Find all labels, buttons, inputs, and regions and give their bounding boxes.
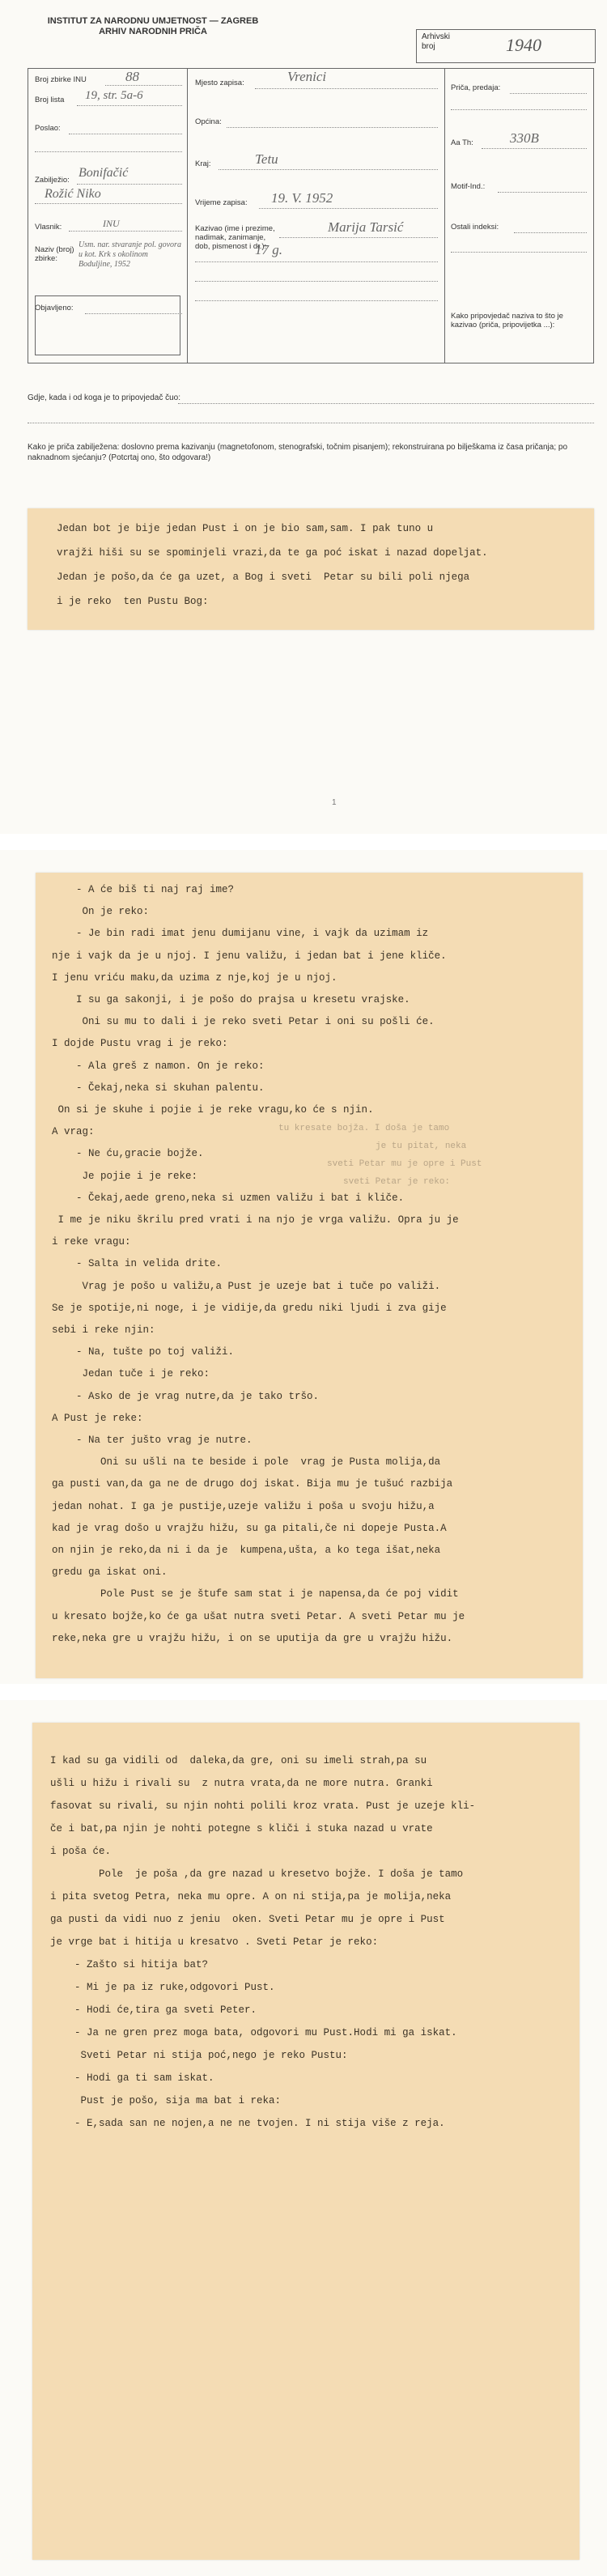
divider-left: [187, 69, 188, 363]
mjesto-label: Mjesto zapisa:: [195, 79, 244, 87]
typed-line: - Zašto si hitija bat?: [50, 1959, 209, 1970]
archive-label: Arhivski broj: [422, 32, 451, 51]
underline: [259, 208, 438, 209]
typed-line: - Hodi ga ti sam iskat.: [50, 2072, 214, 2084]
gdje-label: Gdje, kada i od koga je to pripovjedač čuo:: [28, 393, 181, 402]
typed-line: A vrag:: [52, 1126, 95, 1138]
underline: [195, 261, 438, 262]
typed-line: Oni su ušli na te beside i pole vrag je Pusta molija,da: [52, 1456, 441, 1469]
typed-line: - E,sada san ne nojen,a ne ne tvojen. I ni stija više z reja.: [50, 2118, 445, 2129]
kazivao-value-2: 17 g.: [255, 242, 282, 257]
broj-lista-label: Broj lista: [35, 96, 65, 104]
typed-line: A Pust je reke:: [52, 1412, 143, 1424]
typed-line: jedan nohat. I ga je pustije,uzeje valižu i poša u svoju hižu,a: [52, 1500, 435, 1512]
typed-line: Pole Pust se je štufe sam stat i je napensa,da će poj vidit: [52, 1588, 459, 1600]
motiv-label: Motif-Ind.:: [451, 182, 486, 191]
typed-line: On si je skuhe i pojie i je reke vragu,ko će s njin.: [52, 1104, 374, 1116]
slip-line-3: Jedan je pošo,da će ga uzet, a Bog i sveti Petar su bili poli njega: [57, 572, 470, 583]
typed-line: Oni su mu to dali i je reko sveti Petar i oni su pošli će.: [52, 1016, 435, 1028]
archive-number-box: [416, 29, 596, 63]
institute-line-2: ARHIV NARODNIH PRIČA: [99, 27, 207, 36]
ghost-line-1: tu kresate bojža. I doša je tamo: [278, 1124, 450, 1133]
typed-slip-3: [32, 1723, 579, 2560]
typed-line: če i bat,pa njin je nohti potegne s kliči i stuka nazad u vrate: [50, 1823, 433, 1834]
page-3: [0, 1700, 607, 2576]
typed-line: - Hodi će,tira ga sveti Peter.: [50, 2004, 257, 2016]
typed-line: - Na ter jušto vrag je nutre.: [52, 1435, 253, 1446]
typed-line: kad je vrag došo u vrajžu hižu, su ga pitali,če ni dopeje Pusta.A: [52, 1522, 447, 1534]
broj-zbirke-value: 88: [125, 69, 139, 84]
typed-line: sebi i reke njin:: [52, 1324, 155, 1336]
underline: [510, 93, 587, 94]
typed-line: fasovat su rivali, su njin nohti polili kroz vrata. Pust je uzeje kli-: [50, 1800, 476, 1812]
underline: [451, 109, 587, 110]
typed-line: Sveti Petar ni stija poć,nego je reko Pustu:: [50, 2050, 348, 2061]
naziv-value: Usm. nar. stvaranje pol. govora u kot. Krk s okolinom Boduljine, 1952: [79, 240, 181, 269]
zabiljezio-value-1: Bonifačić: [79, 166, 129, 180]
underline: [77, 105, 182, 106]
prica-label: Priča, predaja:: [451, 83, 501, 92]
institute-header: [28, 16, 278, 37]
typed-line: je vrge bat i hitija u kresatvo . Sveti Petar je reko:: [50, 1936, 379, 1948]
underline: [195, 300, 438, 301]
underline: [35, 151, 182, 152]
aa-value: 330B: [510, 130, 539, 146]
underline: [195, 281, 438, 282]
vrijeme-label: Vrijeme zapisa:: [195, 198, 248, 207]
kraj-value: Tetu: [255, 151, 278, 167]
underline: [227, 127, 438, 128]
underline: [35, 203, 182, 204]
underline: [482, 148, 587, 149]
typed-line: I su ga sakonji, i je pošo do prajsa u kresetu vrajske.: [52, 994, 410, 1005]
poslao-label: Poslao:: [35, 124, 61, 133]
kazivao-value-1: Marija Tarsić: [328, 219, 404, 235]
kazivao-label: Kazivao (ime i prezime, nadimak, zanimanje, dob, pismenost i dr.):: [195, 224, 275, 251]
typed-line: - Ja ne gren prez moga bata, odgovori mu Pust.Hodi mi ga iskat.: [50, 2027, 457, 2038]
typed-line: - Je bin radi imat jenu dumijanu vine, i vajk da uzimam iz: [52, 928, 429, 940]
slip-line-1: Jedan bot je bije jedan Pust i on je bio sam,sam. I pak tuno u: [57, 523, 434, 534]
typed-line: - Čekaj,neka si skuhan palentu.: [52, 1082, 265, 1094]
typed-line: - Salta in velida drite.: [52, 1258, 223, 1270]
gdje-underline: [178, 403, 594, 404]
page-2: [0, 850, 607, 1684]
typed-line: nje i vajk da je u njoj. I jenu valižu, i jedan bat i jene kliče.: [52, 950, 447, 962]
typed-line: ga pusti van,da ga ne de drugo doj iskat. Bija mu je tušuć razbija: [52, 1478, 453, 1490]
typed-line: ušli u hižu i rivali su z nutra vrata,da ne more nutra. Granki: [50, 1778, 433, 1789]
mjesto-value: Vrenici: [287, 69, 327, 84]
typed-line: I me je niku škrilu pred vrati i na njo je vrga valižu. Opra ju je: [52, 1214, 459, 1226]
underline: [219, 169, 438, 170]
broj-lista-value: 19, str. 5a-6: [85, 89, 143, 102]
typed-line: Je pojie i je reke:: [52, 1170, 198, 1182]
ghost-line-4: sveti Petar je reko:: [343, 1177, 451, 1187]
divider-right: [444, 69, 445, 363]
page-number: 1: [332, 798, 337, 807]
kako-note: Kako je priča zabilježena: doslovno prema kazivanju (magnetofonom, stenografski, točnim pisanjem); rekonstruirana po bilješkama iz časa pričanja; po naknadnom sjećanju? (Potcrtaj ono, što odgovara!): [28, 443, 568, 462]
naziv-label: Naziv (broj) zbirke:: [35, 245, 74, 263]
typed-line: - Čekaj,aede greno,neka si uzmen valižu i bat i kliče.: [52, 1192, 405, 1204]
typed-line: - Asko de je vrag nutre,da je tako tršo.: [52, 1390, 320, 1402]
typed-line: on njin je reko,da ni i da je kumpena,ušta, a ko tega išat,neka: [52, 1545, 441, 1556]
typed-line: On je reko:: [52, 906, 150, 918]
typed-line: i poša će.: [50, 1846, 112, 1857]
slip-line-4: i je reko ten Pustu Bog:: [57, 596, 209, 607]
typed-line: Jedan tuče i je reko:: [52, 1368, 210, 1380]
vlasnik-value: INU: [103, 218, 120, 229]
archive-number: 1940: [506, 35, 541, 55]
typed-line: - Mi je pa iz ruke,odgovori Pust.: [50, 1982, 275, 1993]
index-card-form: [28, 68, 594, 363]
aa-label: Aa Th:: [451, 138, 473, 147]
typed-line: i pita svetog Petra, neka mu opre. A on ni stija,pa je molija,neka: [50, 1891, 452, 1902]
kako-label: Kako pripovjedač naziva to što je kazivao (priča, pripovijetka ...):: [451, 312, 563, 329]
ghost-line-3: sveti Petar mu je opre i Pust: [327, 1159, 482, 1169]
vrijeme-value: 19. V. 1952: [271, 190, 333, 206]
zabiljezio-label: Zabilježio:: [35, 176, 70, 185]
underline: [279, 237, 438, 238]
underline: [77, 184, 182, 185]
typed-line: I kad su ga vidili od daleka,da gre, oni su imeli strah,pa su: [50, 1755, 427, 1766]
slip-line-2: vrajži hiši su se spominjeli vrazi,da te ga poć iskat i nazad dopeljat.: [57, 547, 488, 559]
underline: [255, 88, 438, 89]
typed-line: ga pusti da vidi nuo z jeniu oken. Sveti Petar mu je opre i Pust: [50, 1914, 445, 1925]
underline: [514, 232, 587, 233]
typed-line: reke,neka gre u vrajžu hižu, i on se uputija da gre u vrajžu hižu.: [52, 1632, 453, 1644]
typed-line: - Na, tušte po toj valiži.: [52, 1346, 235, 1358]
underline: [69, 231, 182, 232]
typed-line: i reke vragu:: [52, 1236, 131, 1248]
typed-slip-1: [28, 508, 594, 630]
typed-line: u kresato bojže,ko će ga ušat nutra sveti Petar. A sveti Petar mu je: [52, 1610, 465, 1622]
typed-line: - Ala greš z namon. On je reko:: [52, 1060, 265, 1072]
underline: [498, 192, 587, 193]
typed-line: Vrag je pošo u valižu,a Pust je uzeje bat i tuče po valiži.: [52, 1280, 441, 1292]
page-1: [0, 0, 607, 834]
objavljeno-label: Objavljeno:: [35, 304, 74, 312]
collection-name-box: [35, 295, 180, 355]
typed-line: Pole je poša ,da gre nazad u kresetvo bojže. I doša je tamo: [50, 1868, 464, 1880]
typed-line: - A će biš ti naj raj ime?: [52, 884, 235, 895]
kraj-label: Kraj:: [195, 159, 211, 168]
broj-zbirke-label: Broj zbirke INU: [35, 75, 87, 84]
opcina-label: Općina:: [195, 117, 222, 126]
underline: [451, 252, 587, 253]
ostali-label: Ostali indeksi:: [451, 223, 499, 232]
zabiljezio-value-2: Rožić Niko: [45, 187, 101, 201]
typed-line: I dojde Pustu vrag i je reko:: [52, 1038, 228, 1050]
typed-line: I jenu vriću maku,da uzima z nje,koj je u njoj.: [52, 971, 337, 984]
vlasnik-label: Vlasnik:: [35, 223, 62, 232]
typed-line: - Ne ću,gracie bojže.: [52, 1148, 204, 1160]
typed-line: Se je spotije,ni noge, i je vidije,da gredu niki ljudi i zva gije: [52, 1302, 447, 1314]
institute-line-1: INSTITUT ZA NARODNU UMJETNOST — ZAGREB: [47, 16, 259, 26]
typed-slip-2: [36, 873, 583, 1678]
typed-line: gredu ga iskat oni.: [52, 1566, 168, 1579]
ghost-line-2: je tu pitat, neka: [376, 1141, 467, 1151]
typed-line: Pust je pošo, sija ma bat i reka:: [50, 2095, 282, 2106]
underline: [105, 85, 182, 86]
